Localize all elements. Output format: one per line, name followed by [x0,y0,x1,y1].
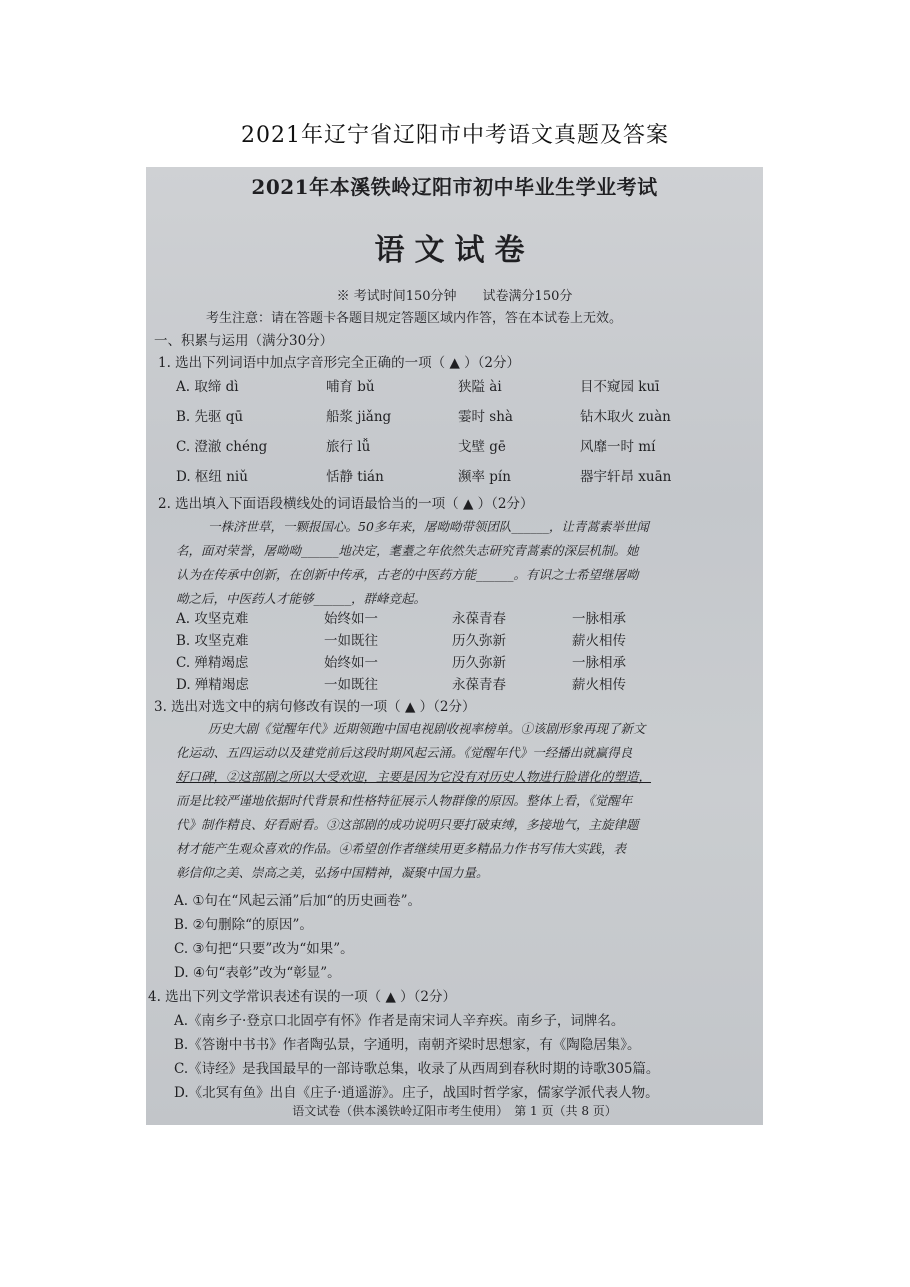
q1-b-2: 船浆 jiǎng [326,409,392,425]
q4-option-c: C.《诗经》是我国最早的一部诗歌总集，收录了从西周到春秋时期的诗歌305篇。 [174,1061,660,1077]
q1-d-1: D. 枢纽 niǔ [176,469,248,485]
q1-a-3: 狭隘 ài [458,379,502,395]
q2-a-2: 始终如一 [324,611,378,627]
q2-b-2: 一如既往 [324,633,378,649]
q1-a-2: 哺育 bǔ [326,379,375,395]
q2-a-3: 永葆青春 [452,611,506,627]
q2-a-1: A. 攻坚克难 [176,611,249,627]
q1-c-2: 旅行 lǚ [326,439,371,455]
exam-title: 2021年本溪铁岭辽阳市初中毕业生学业考试 [251,175,658,199]
q2-stem: 2. 选出填入下面语段横线处的词语最恰当的一项（ ▲ ）（2分） [158,496,534,512]
q3-passage-line: 材才能产生观众喜欢的作品。④希望创作者继续用更多精品力作书写伟大实践，表 [176,841,627,856]
q1-d-4: 器宇轩昂 xuān [580,469,672,485]
q2-passage-line: 名，面对荣誉，屠呦呦______地决定，耄耋之年依然失志研究青蒿素的深层机制。她 [176,543,639,558]
q2-b-4: 薪火相传 [572,633,626,649]
q4-option-d: D.《北冥有鱼》出自《庄子·逍遥游》。庄子，战国时哲学家，儒家学派代表人物。 [174,1085,659,1101]
q2-d-2: 一如既往 [324,677,378,693]
q2-d-4: 薪火相传 [572,677,626,693]
q2-passage-line: 呦之后，中医药人才能够______，群峰竞起。 [176,591,427,606]
q1-stem: 1. 选出下列词语中加点字音形完全正确的一项（ ▲ ）（2分） [158,355,520,371]
q3-passage-line: 代》制作精良、好看耐看。③这部剧的成功说明只要打破束缚，多接地气，主旋律题 [176,817,639,832]
paper-title: 语文试卷 [374,233,535,268]
q1-b-3: 霎时 shà [458,409,513,425]
q3-passage-line: 而是比较严谨地依据时代背景和性格特征展示人物群像的原因。整体上看，《觉醒年 [176,793,633,808]
q3-passage-line: 彰信仰之美、崇高之美，弘扬中国精神，凝聚中国力量。 [176,865,489,880]
q3-passage-line: 化运动、五四运动以及建党前后这段时期风起云涌。《觉醒年代》一经播出就赢得良 [176,745,633,760]
q2-a-4: 一脉相承 [572,611,626,627]
q1-a-4: 目不窥园 kuī [580,379,660,395]
q4-option-a: A.《南乡子·登京口北固亭有怀》作者是南宋词人辛弃疾。南乡子，词牌名。 [174,1013,625,1029]
q2-c-4: 一脉相承 [572,655,626,671]
exam-notice: 考生注意：请在答题卡各题目规定答题区域内作答，答在本试卷上无效。 [206,311,623,326]
section-heading: 一、积累与运用（满分30分） [154,333,334,349]
q3-option-c: C. ③句把“只要”改为“如果”。 [174,941,354,957]
exam-info: ※ 考试时间150分钟 试卷满分150分 [336,289,573,304]
q4-stem: 4. 选出下列文学常识表述有误的一项（ ▲ ）（2分） [148,989,456,1005]
q1-c-4: 风靡一时 mí [580,439,656,455]
q2-c-1: C. 殚精竭虑 [176,655,249,671]
q1-c-1: C. 澄澈 chéng [176,439,268,455]
q1-b-1: B. 先驱 qū [176,409,244,425]
page-footer: 语文试卷（供本溪铁岭辽阳市考生使用） 第 1 页（共 8 页） [292,1104,617,1118]
q3-option-a: A. ①句在“风起云涌”后加“的历史画卷”。 [174,893,422,909]
q2-d-3: 永葆青春 [452,677,506,693]
q3-stem: 3. 选出对选文中的病句修改有误的一项（ ▲ ）（2分） [154,699,476,715]
q3-option-b: B. ②句删除“的原因”。 [174,917,313,933]
q3-passage-line: 好口碑，②这部剧之所以大受欢迎，主要是因为它没有对历史人物进行脸谱化的塑造， [176,769,652,784]
q2-d-1: D. 殚精竭虑 [176,677,249,693]
q2-c-3: 历久弥新 [452,655,506,671]
q1-a-1: A. 取缔 dì [176,379,239,395]
exam-scan [146,167,763,1125]
q2-b-3: 历久弥新 [452,633,506,649]
q4-option-b: B.《答谢中书书》作者陶弘景，字通明，南朝齐梁时思想家，有《陶隐居集》。 [174,1037,641,1053]
q2-b-1: B. 攻坚克难 [176,633,249,649]
document-title: 2021年辽宁省辽阳市中考语文真题及答案 [241,123,669,148]
q2-passage-line: 认为在传承中创新，在创新中传承，古老的中医药方能______。有识之士希望继屠呦 [176,567,639,582]
q1-d-3: 濒率 pín [458,469,511,485]
q1-c-3: 戈壁 gē [458,439,506,455]
q1-b-4: 钻木取火 zuàn [580,409,671,425]
q3-passage-line: 历史大剧《觉醒年代》近期领跑中国电视剧收视率榜单。①该剧形象再现了新文 [208,721,646,736]
q3-option-d: D. ④句“表彰”改为“彰显”。 [174,965,341,981]
q2-passage-line: 一株济世草，一颗报国心。50多年来，屠呦呦带领团队______，让青蒿素举世闻 [208,519,649,534]
q2-c-2: 始终如一 [324,655,378,671]
q1-d-2: 恬静 tián [326,469,384,485]
